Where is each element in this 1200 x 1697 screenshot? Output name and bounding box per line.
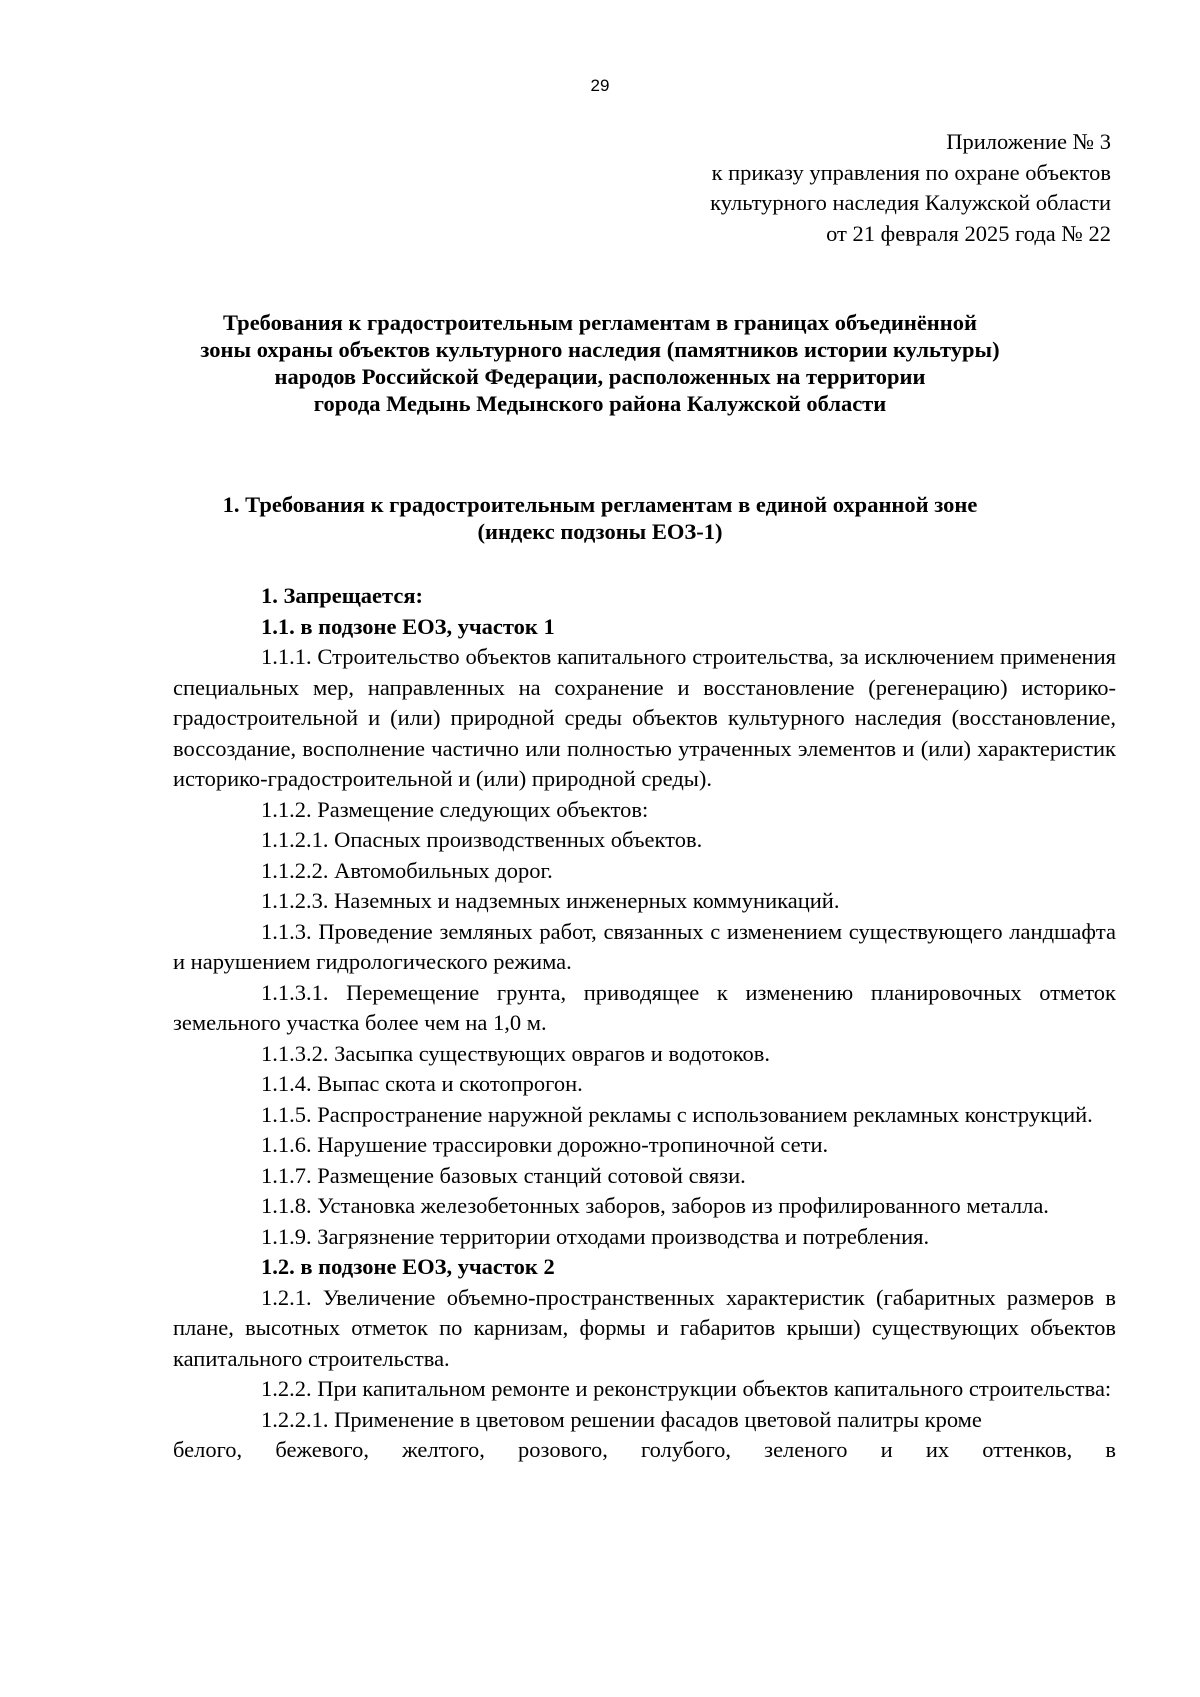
paragraph: 1.1.2.2. Автомобильных дорог. [261, 857, 553, 883]
appendix-block [710, 127, 1111, 249]
paragraph: 1.1.2.1. Опасных производственных объектов. [261, 827, 703, 852]
title-line: города Медынь Медынского района Калужской области [313, 391, 887, 416]
paragraph: 1.1.1. Строительство объектов капитального строительства, за исключением применения специальных мер, направленных на сохранение и восстановление (регенерацию) историко-градостроительной и (или) природной среды объектов культурного наследия (восстановление, воссоздание, восполнение частично или полностью утраченных элементов и (или) характеристик историко-градостроительной и (или) природной среды). [173, 644, 1116, 791]
appendix-line: к приказу управления по охране объектов [711, 159, 1111, 185]
title-line: народов Российской Федерации, расположенных на территории [274, 364, 926, 389]
section-heading-line: (индекс подзоны ЕОЗ-1) [477, 519, 723, 544]
paragraph: 1.2.2.1. Применение в цветовом решении фасадов цветовой палитры кроме [261, 1406, 982, 1432]
paragraph: 1.1.5. Распространение наружной рекламы с использованием рекламных конструкций. [261, 1101, 1093, 1127]
subclause-heading: 1.1. в подзоне ЕОЗ, участок 1 [261, 613, 555, 639]
paragraph: 1.1.3. Проведение земляных работ, связанных с изменением существующего ландшафта и нарушением гидрологического режима. [173, 918, 1116, 974]
subclause-heading: 1.2. в подзоне ЕОЗ, участок 2 [261, 1254, 555, 1279]
clause-heading: 1. Запрещается: [261, 583, 424, 608]
appendix-line: Приложение № 3 [946, 129, 1111, 154]
paragraph: 1.1.3.1. Перемещение грунта, приводящее к изменению планировочных отметок земельного участка более чем на 1,0 м. [173, 979, 1116, 1035]
section-heading-line: 1. Требования к градостроительным регламентам в единой охранной зоне [222, 492, 978, 517]
paragraph-continued: белого, бежевого, желтого, розового, голубого, зеленого и их оттенков, в [173, 1437, 1116, 1462]
appendix-line: от 21 февраля 2025 года № 22 [826, 220, 1111, 246]
paragraph: 1.2.1. Увеличение объемно-пространственных характеристик (габаритных размеров в плане, высотных отметок по карнизам, формы и габаритов крыши) существующих объектов капитального строительства. [173, 1284, 1116, 1371]
paragraph: 1.1.2. Размещение следующих объектов: [261, 796, 649, 822]
paragraph: 1.2.2. При капитальном ремонте и реконструкции объектов капитального строительства: [261, 1376, 1112, 1401]
paragraph: 1.1.6. Нарушение трассировки дорожно-тропиночной сети. [261, 1132, 829, 1157]
document-title [60, 309, 1140, 417]
paragraph: 1.1.3.2. Засыпка существующих оврагов и водотоков. [261, 1040, 771, 1066]
paragraph: 1.1.2.3. Наземных и надземных инженерных коммуникаций. [261, 888, 840, 913]
title-line: Требования к градостроительным регламентам в границах объединённой [223, 310, 977, 335]
page-number: 29 [590, 76, 610, 95]
paragraph: 1.1.7. Размещение базовых станций сотовой связи. [261, 1162, 746, 1188]
paragraph: 1.1.9. Загрязнение территории отходами производства и потребления. [261, 1223, 930, 1249]
title-line: зоны охраны объектов культурного наследия (памятников истории культуры) [200, 337, 1000, 362]
paragraph: 1.1.8. Установка железобетонных заборов, заборов из профилированного металла. [261, 1193, 1049, 1218]
section-heading [60, 491, 1140, 545]
appendix-line: культурного наследия Калужской области [710, 190, 1111, 215]
paragraph: 1.1.4. Выпас скота и скотопрогон. [261, 1071, 583, 1096]
document-body [173, 581, 1116, 1466]
